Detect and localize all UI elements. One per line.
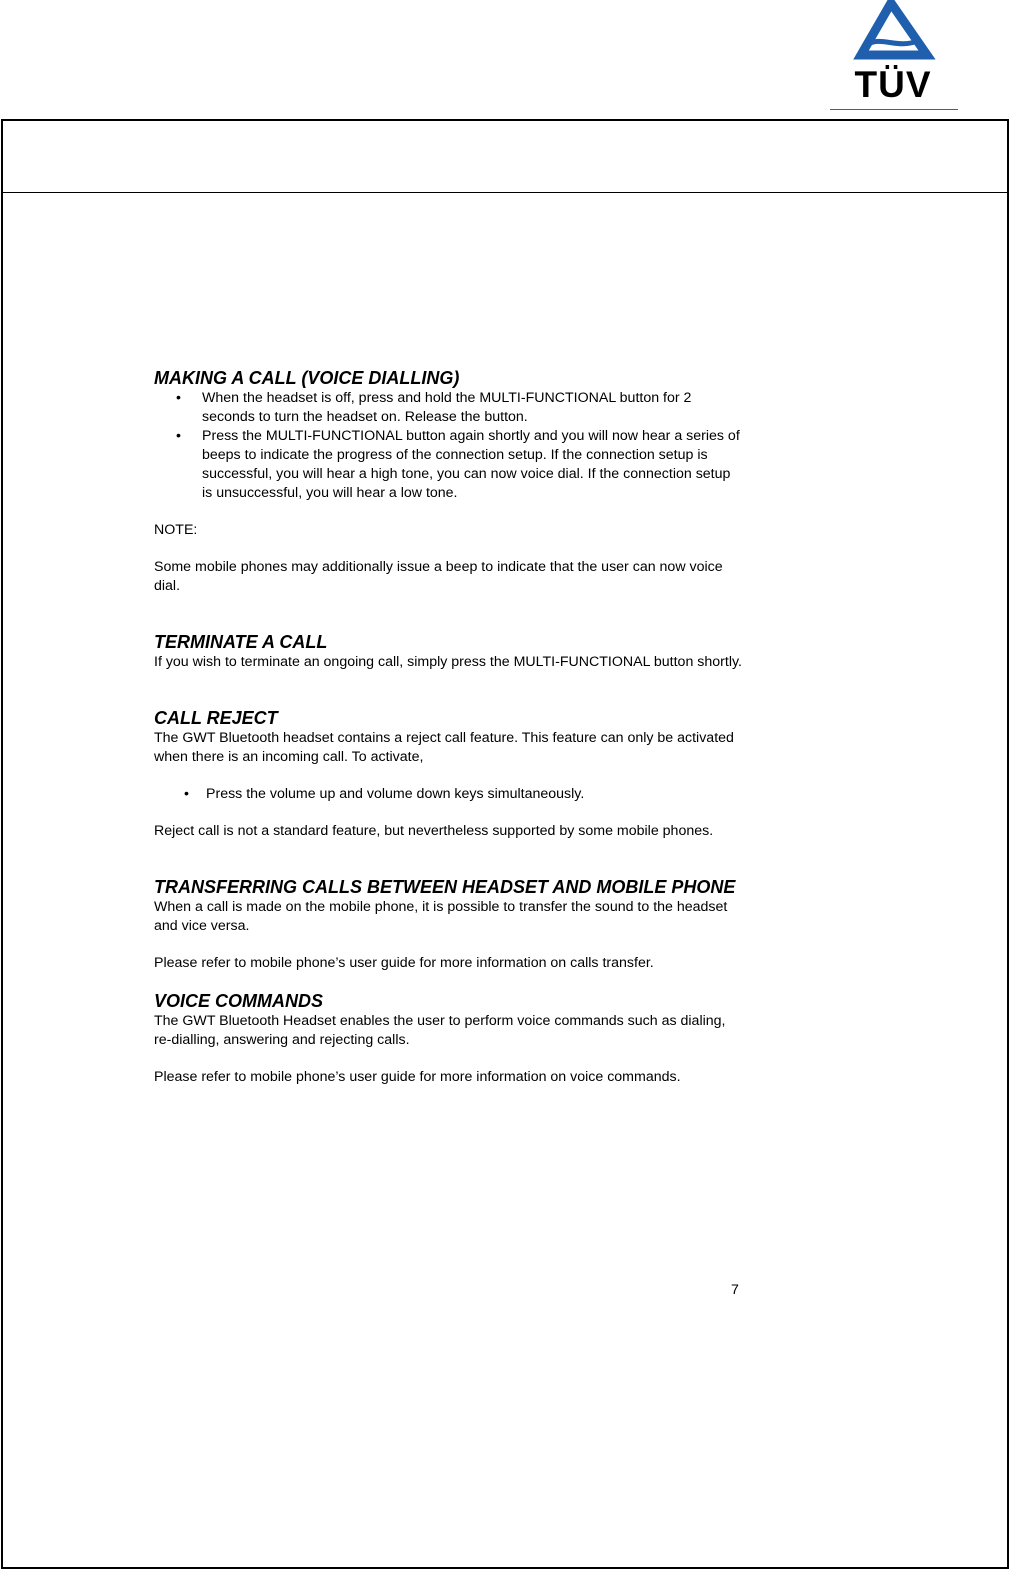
voice-refer: Please refer to mobile phone’s user guide for more information on voice commands. <box>154 1069 681 1085</box>
note-label: NOTE: <box>154 522 198 538</box>
terminate-heading: TERMINATE A CALL <box>154 632 328 652</box>
step-item: • When the headset is off, press and hold the MULTI-FUNCTIONAL button for 2 seconds to turn the headset on. Release the button. <box>154 389 744 427</box>
step-item: • Press the MULTI-FUNCTIONAL button again shortly and you will now hear a series of beeps to indicate the progress of the connection setup. If the connection setup is successful, you will hear a high tone, you can now voice dial. If the connection setup is unsuccessful, you will hear a low tone. <box>154 427 744 503</box>
reject-text: The GWT Bluetooth headset contains a reject call feature. This feature can only be activated when there is an incoming call. To activate, <box>154 730 734 765</box>
reject-steps <box>154 785 744 804</box>
transfer-text: When a call is made on the mobile phone, it is possible to transfer the sound to the headset and vice versa. <box>154 899 728 934</box>
page-number: 7 <box>731 1282 739 1298</box>
reject-heading: CALL REJECT <box>154 708 278 728</box>
voice-text: The GWT Bluetooth Headset enables the user to perform voice commands such as dialing, re-dialling, answering and rejecting calls. <box>154 1013 726 1048</box>
note-text: Some mobile phones may additionally issue a beep to indicate that the user can now voice dial. <box>154 559 723 594</box>
making-call-steps <box>154 389 744 503</box>
logo-underline <box>830 109 958 110</box>
document-body <box>154 368 744 1087</box>
terminate-text: If you wish to terminate an ongoing call, simply press the MULTI-FUNCTIONAL button shortly. <box>154 654 742 670</box>
transfer-refer: Please refer to mobile phone’s user guide for more information on calls transfer. <box>154 955 654 971</box>
voice-heading: VOICE COMMANDS <box>154 991 324 1011</box>
logo-text: TÜV <box>854 64 932 105</box>
step-item: • Press the volume up and volume down keys simultaneously. <box>154 785 744 804</box>
tuv-triangle-icon <box>828 0 958 66</box>
making-call-heading: MAKING A CALL (VOICE DIALLING) <box>154 368 460 388</box>
header-bar <box>3 121 1007 193</box>
transfer-heading: TRANSFERRING CALLS BETWEEN HEADSET AND MOBILE PHONE <box>154 877 736 897</box>
tuv-logo <box>828 0 958 112</box>
reject-footer: Reject call is not a standard feature, but nevertheless supported by some mobile phones. <box>154 823 714 839</box>
